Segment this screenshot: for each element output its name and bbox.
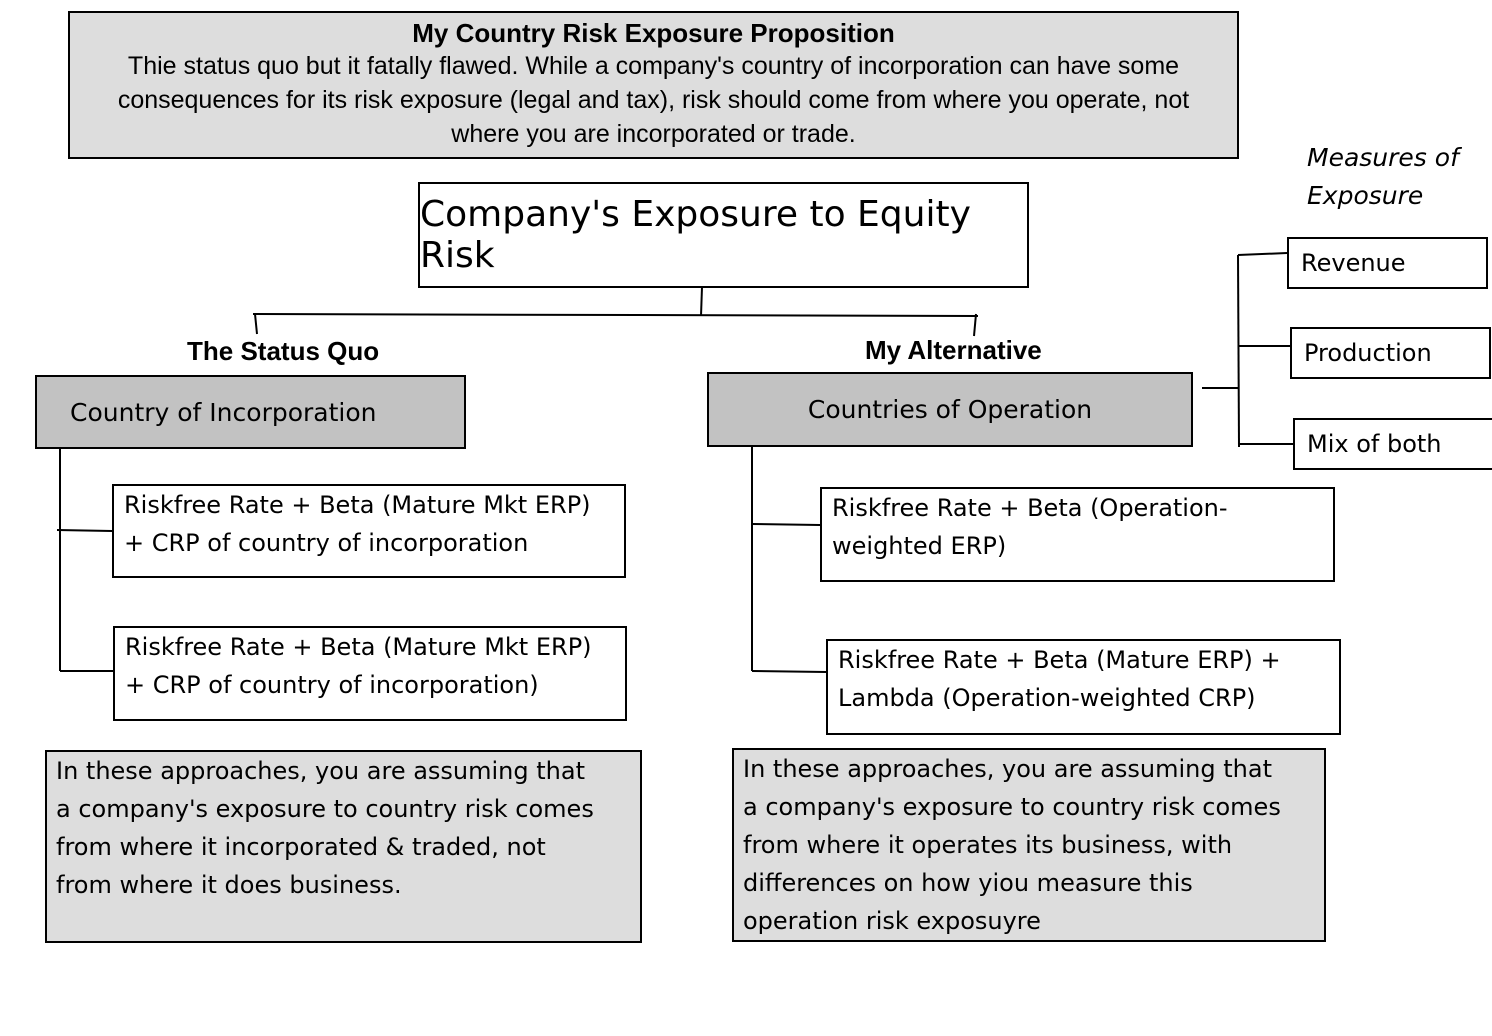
measures-title — [1307, 139, 1487, 215]
formula-line: Riskfree Rate + Beta (Mature ERP) + — [838, 646, 1281, 674]
countries-of-operation-node — [707, 372, 1193, 447]
note-line: operation risk exposuyre — [743, 907, 1041, 935]
alternative-formula-2 — [826, 639, 1341, 735]
note-line: a company's exposure to country risk comes — [56, 795, 594, 823]
status-quo-formula-1 — [112, 484, 626, 578]
status-quo-heading: The Status Quo — [187, 336, 380, 366]
formula-line: Riskfree Rate + Beta (Mature Mkt ERP) — [125, 633, 592, 661]
measure-label: Production — [1304, 339, 1432, 367]
measure-label: Mix of both — [1307, 430, 1442, 458]
status-quo-formula-2 — [113, 626, 627, 721]
measures-title-line: Exposure — [1307, 181, 1424, 210]
alternative-note — [732, 748, 1326, 942]
right-branch-tick — [974, 314, 976, 336]
root-stem — [701, 287, 702, 316]
note-line: differences on how yiou measure this — [743, 869, 1193, 897]
note-line: from where it incorporated & traded, not — [56, 833, 546, 861]
left-elbow-1 — [57, 530, 112, 531]
note-line: a company's exposure to country risk comes — [743, 793, 1281, 821]
category-label: Country of Incorporation — [70, 397, 377, 427]
measures-elbow-1 — [1238, 253, 1287, 255]
status-quo-note — [45, 750, 642, 943]
formula-line: Riskfree Rate + Beta (Mature Mkt ERP) — [124, 491, 591, 519]
formula-line: Lambda (Operation-weighted CRP) — [838, 684, 1256, 712]
formula-line: + CRP of country of incorporation) — [125, 671, 539, 699]
category-label: Countries of Operation — [807, 395, 1093, 424]
alternative-formula-1 — [820, 487, 1335, 582]
proposition-title: My Country Risk Exposure Proposition — [412, 18, 895, 48]
measures-trunk — [1238, 255, 1239, 447]
right-elbow-1 — [752, 524, 820, 525]
formula-line: Riskfree Rate + Beta (Operation- — [832, 494, 1228, 522]
measures-title-line: Measures of — [1307, 143, 1459, 172]
measure-production — [1290, 327, 1491, 379]
country-of-incorporation-node — [35, 375, 466, 449]
proposition-body: Thie status quo but it fatally flawed. While a company's country of incorporation can have some consequences for its risk exposure (legal and tax), risk should come from where you operate, not where you are incorporated or trade. — [117, 52, 1190, 148]
root-node — [418, 182, 1029, 288]
note-line: In these approaches, you are assuming that — [56, 757, 585, 785]
note-line: from where it does business. — [56, 871, 402, 899]
note-line: from where it operates its business, with — [743, 831, 1233, 859]
proposition-box — [68, 11, 1239, 159]
measure-revenue — [1287, 237, 1488, 289]
top-branch-bar — [253, 314, 978, 316]
left-branch-tick — [255, 314, 257, 334]
root-label: Company's Exposure to Equity Risk — [420, 194, 971, 276]
right-elbow-2 — [752, 671, 826, 672]
measure-mix-of-both — [1293, 418, 1492, 470]
note-line: In these approaches, you are assuming that — [743, 755, 1272, 783]
alternative-heading: My Alternative — [865, 335, 1042, 365]
formula-line: weighted ERP) — [832, 532, 1007, 560]
formula-line: + CRP of country of incorporation — [124, 529, 529, 557]
measure-label: Revenue — [1301, 249, 1406, 277]
